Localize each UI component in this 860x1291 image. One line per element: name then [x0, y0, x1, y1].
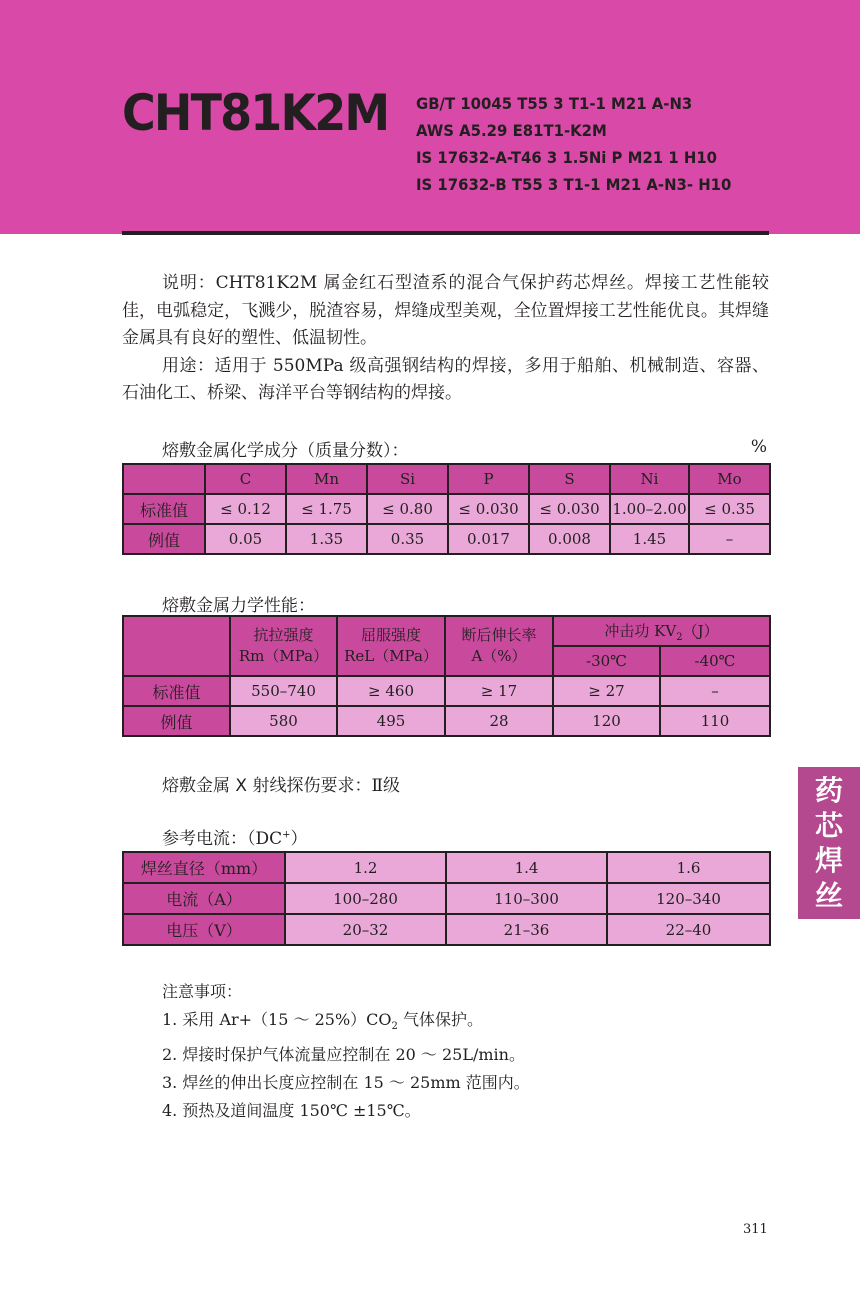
chem-header-si: Si — [367, 464, 448, 494]
table-cell: ≥ 460 — [337, 676, 445, 706]
table-row — [123, 852, 770, 883]
xray-title: 熔敷金属 X 射线探伤要求： — [162, 776, 372, 796]
table-cell: – — [660, 676, 770, 706]
table-cell: ≤ 0.80 — [367, 494, 448, 524]
chem-header-row — [123, 464, 770, 494]
notes — [162, 978, 530, 1125]
notes-title: 注意事项： — [162, 982, 243, 1001]
table-cell: 0.05 — [205, 524, 286, 554]
table-cell: 28 — [445, 706, 553, 736]
mech-table — [122, 615, 771, 737]
table-cell: ≥ 27 — [553, 676, 660, 706]
tensile-label: 抗拉强度 — [253, 626, 314, 644]
mech-header-tensile — [230, 616, 337, 676]
table-cell: ≥ 17 — [445, 676, 553, 706]
row-label: 例值 — [123, 706, 230, 736]
impact-label: 冲击功 KV — [604, 621, 677, 640]
note-1 — [162, 1006, 530, 1041]
dc-superscript: + — [282, 829, 291, 841]
table-cell: 120–340 — [607, 883, 770, 914]
table-cell: 120 — [553, 706, 660, 736]
chem-header-mn: Mn — [286, 464, 367, 494]
current-table — [122, 851, 771, 946]
chem-header-blank — [123, 464, 205, 494]
table-cell: ≤ 0.030 — [529, 494, 610, 524]
table-cell: – — [689, 524, 770, 554]
table-row — [123, 914, 770, 945]
table-cell: 1.35 — [286, 524, 367, 554]
chem-header-s: S — [529, 464, 610, 494]
chem-header-p: P — [448, 464, 529, 494]
row-label: 焊丝直径（mm） — [123, 852, 285, 883]
standard-aws: AWS A5.29 E81T1-K2M — [416, 121, 607, 140]
side-tab-label: 药芯焊丝 — [814, 774, 843, 912]
mech-header-yield — [337, 616, 445, 676]
usage-label: 用途： — [162, 355, 215, 376]
row-label: 例值 — [123, 524, 205, 554]
yield-label: 屈服强度 — [360, 626, 421, 644]
mech-header-impact — [553, 616, 770, 646]
dc-end: ） — [290, 829, 308, 849]
tensile-unit: Rm（MPa） — [238, 647, 329, 665]
table-row — [123, 883, 770, 914]
chem-header-c: C — [205, 464, 286, 494]
row-label: 标准值 — [123, 676, 230, 706]
table-cell: 0.008 — [529, 524, 610, 554]
elongation-unit: A（%） — [471, 647, 527, 665]
impact-unit: （J） — [682, 621, 719, 640]
description-text: CHT81K2M 属金红石型渣系的混合气保护药芯焊丝。焊接工艺性能较佳，电弧稳定，飞溅少，脱渣容易，焊缝成型美观，全位置焊接工艺性能优良。其焊缝金属具有良好的塑性、低温韧性。 — [122, 273, 769, 348]
chem-title: 熔敷金属化学成分（质量分数）： — [162, 441, 409, 461]
table-cell: 580 — [230, 706, 337, 736]
row-label: 电流（A） — [123, 883, 285, 914]
description-label: 说明： — [162, 273, 216, 293]
table-cell: ≤ 0.12 — [205, 494, 286, 524]
side-tab — [798, 767, 860, 919]
table-cell: 21–36 — [446, 914, 607, 945]
page-number: 311 — [743, 1222, 768, 1237]
usage-text: 适用于 550MPa 级高强钢结构的焊接，多用于船舶、机械制造、容器、石油化工、桥梁、海洋平台等钢结构的焊接。 — [122, 355, 770, 403]
row-label: 电压（V） — [123, 914, 285, 945]
mech-header-minus30: -30℃ — [553, 646, 660, 676]
elongation-label: 断后伸长率 — [461, 626, 537, 644]
table-cell: 22–40 — [607, 914, 770, 945]
product-name: CHT81K2M — [122, 84, 389, 142]
dc-label: （DC — [247, 829, 283, 849]
mech-title: 熔敷金属力学性能： — [162, 596, 315, 616]
table-row — [123, 706, 770, 736]
table-cell: 495 — [337, 706, 445, 736]
note-1-subscript: 2 — [391, 1021, 398, 1033]
note-2: 2. 焊接时保护气体流量应控制在 20 ～ 25L/min。 — [162, 1045, 525, 1065]
table-cell: 0.017 — [448, 524, 529, 554]
standard-is-b: IS 17632-B T55 3 T1-1 M21 A-N3- H10 — [416, 175, 732, 194]
table-cell: 20–32 — [285, 914, 446, 945]
description-para — [122, 270, 769, 353]
note-1-text: 1. 采用 Ar+（15 ～ 25%）CO — [162, 1010, 392, 1029]
chem-header-ni: Ni — [610, 464, 689, 494]
impact-subscript: 2 — [676, 631, 683, 643]
table-cell: 1.45 — [610, 524, 689, 554]
table-cell: 550–740 — [230, 676, 337, 706]
table-row — [123, 494, 770, 524]
table-cell: 0.35 — [367, 524, 448, 554]
row-label: 标准值 — [123, 494, 205, 524]
table-cell: ≤ 0.35 — [689, 494, 770, 524]
usage-para — [122, 353, 769, 408]
mech-header-elongation — [445, 616, 553, 676]
note-4: 4. 预热及道间温度 150℃ ±15℃。 — [162, 1101, 421, 1121]
table-cell: 1.00–2.00 — [610, 494, 689, 524]
chem-table — [122, 463, 771, 555]
table-cell: 100–280 — [285, 883, 446, 914]
table-cell: ≤ 0.030 — [448, 494, 529, 524]
xray-requirement — [162, 771, 400, 796]
chem-header-mo: Mo — [689, 464, 770, 494]
table-cell: ≤ 1.75 — [286, 494, 367, 524]
header-rule — [122, 231, 769, 235]
current-title: 参考电流： — [162, 829, 247, 849]
yield-unit: ReL（MPa） — [344, 647, 438, 665]
current-heading — [162, 824, 308, 849]
table-cell: 110 — [660, 706, 770, 736]
xray-value: Ⅱ级 — [371, 776, 401, 796]
mech-header-row — [123, 616, 770, 646]
current-polarity — [247, 829, 308, 849]
table-row — [123, 676, 770, 706]
note-3: 3. 焊丝的伸出长度应控制在 15 ～ 25mm 范围内。 — [162, 1073, 530, 1093]
mech-header-minus40: -40℃ — [660, 646, 770, 676]
standard-gb: GB/T 10045 T55 3 T1-1 M21 A-N3 — [416, 94, 693, 113]
standards-list — [416, 90, 731, 198]
table-cell: 1.2 — [285, 852, 446, 883]
table-cell: 110–300 — [446, 883, 607, 914]
mech-header-blank — [123, 616, 230, 676]
description — [122, 270, 769, 408]
table-cell: 1.6 — [607, 852, 770, 883]
note-1-end: 气体保护。 — [397, 1010, 483, 1029]
chem-unit: % — [750, 437, 767, 457]
table-row — [123, 524, 770, 554]
standard-is-a: IS 17632-A-T46 3 1.5Ni P M21 1 H10 — [416, 148, 718, 167]
table-cell: 1.4 — [446, 852, 607, 883]
